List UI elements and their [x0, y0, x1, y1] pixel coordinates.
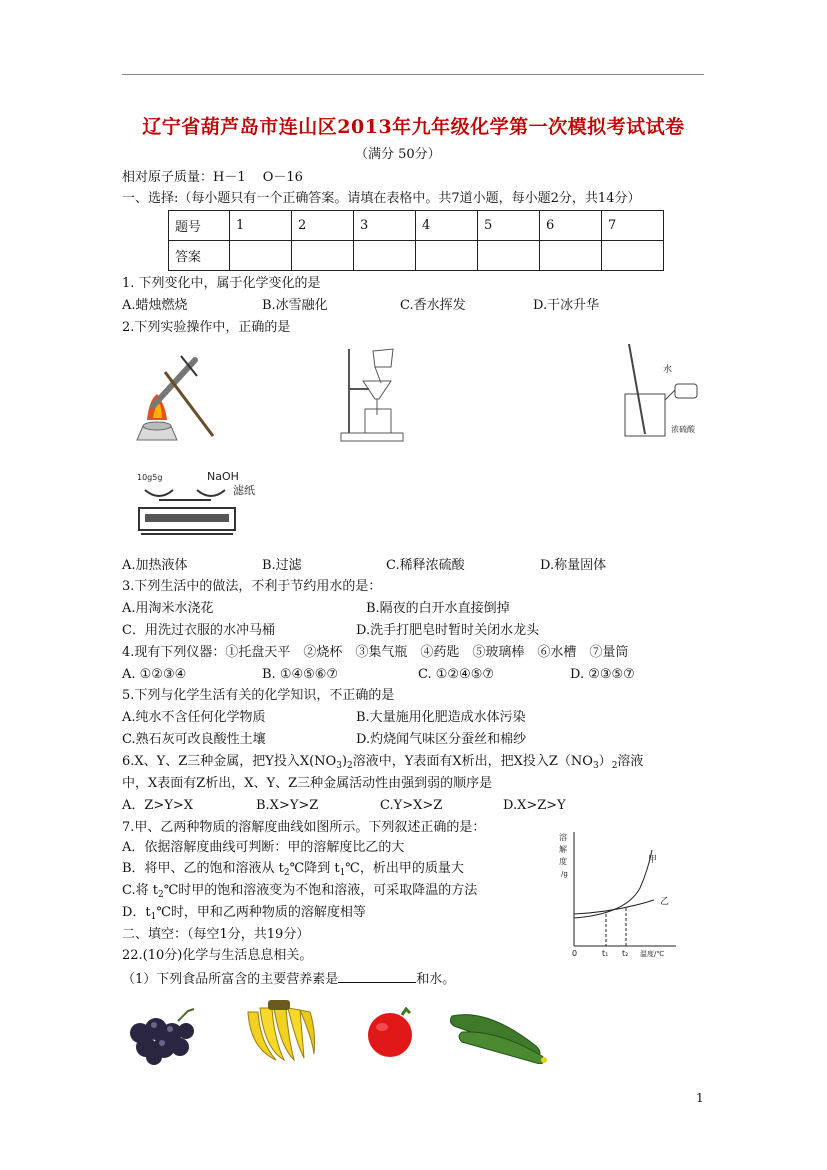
subscript: 1 — [150, 912, 157, 922]
q6-text: 溶液中，Y表面有X析出，把X投入Z（NO — [352, 754, 593, 769]
q22-stem: 22.(10分)化学与生活息息相关。 — [122, 948, 313, 963]
table-cell: 1 — [230, 211, 292, 241]
curve2-label: 乙 — [660, 897, 670, 907]
q6-text: ) — [341, 754, 348, 769]
q1-option-a: A.蜡烛燃烧 — [122, 298, 188, 313]
section1-heading: 一、选择:（每小题只有一个正确答案。请填在表格中。共7道小题，每小题2分，共14分） — [122, 191, 641, 206]
answer-cell[interactable] — [416, 241, 478, 271]
q7-text: B．将甲、乙的饱和溶液从 t — [122, 861, 284, 876]
solubility-curve-figure — [556, 828, 681, 958]
q4-option-c: C. ①②④⑤⑦ — [418, 667, 495, 682]
header-rule — [122, 74, 704, 75]
q3-option-a: A.用淘米水浇花 — [122, 601, 214, 616]
section2-heading: 二、填空：（每空1分，共19分） — [122, 927, 310, 942]
q5-option-c: C.熟石灰可改良酸性土壤 — [122, 732, 266, 747]
full-score: （满分 50分） — [355, 147, 441, 162]
q5-option-a: A.纯水不含任何化学物质 — [122, 710, 266, 725]
q6-option-d: D.X>Z>Y — [503, 798, 566, 813]
q7-option-d — [122, 905, 366, 925]
answer-cell[interactable] — [292, 241, 354, 271]
table-cell: 4 — [416, 211, 478, 241]
q1-option-c: C.香水挥发 — [400, 298, 466, 313]
weights-label: 10g5g — [137, 473, 163, 482]
q2-option-d: D.称量固体 — [540, 558, 607, 573]
x-axis-label: 温度/℃ — [640, 950, 665, 958]
naoh-label: NaOH — [207, 470, 239, 483]
q4-option-a: A. ①②③④ — [122, 667, 187, 682]
t1-label: t₁ — [602, 949, 609, 958]
dilute-acid-figure — [615, 342, 705, 442]
grapes-image — [126, 1003, 198, 1065]
water-label: 水 — [663, 365, 673, 375]
filtration-figure — [335, 345, 410, 445]
q7-text: ℃时，甲和乙两种物质的溶解度相等 — [156, 905, 366, 920]
answer-cell[interactable] — [354, 241, 416, 271]
q7-option-a: A．依据溶解度曲线可判断：甲的溶解度比乙的大 — [122, 840, 405, 855]
curve-yi — [574, 900, 654, 914]
q7-text: ℃，析出甲的质量大 — [345, 861, 464, 876]
q3-stem: 3.下列生活中的做法，不利于节约用水的是： — [122, 579, 382, 594]
q6-option-c: C.Y>X>Z — [380, 798, 443, 813]
q6-line2: 中，X表面有Z析出，X、Y、Z三种金属活动性由强到弱的顺序是 — [122, 776, 493, 791]
q1-option-d: D.干冰升华 — [533, 298, 600, 313]
q7-text: ℃时甲的饱和溶液变为不饱和溶液，可采取降温的方法 — [163, 883, 478, 898]
table-cell: 6 — [540, 211, 602, 241]
answer-table — [168, 210, 664, 271]
q22-text: 和水。 — [416, 972, 456, 987]
q3-option-d: D.洗手打肥皂时暂时关闭水龙头 — [356, 623, 540, 638]
t2-label: t₂ — [622, 949, 629, 958]
q6-option-b: B.X>Y>Z — [256, 798, 319, 813]
page-number: 1 — [696, 1091, 704, 1105]
table-cell: 7 — [602, 211, 664, 241]
q6-text: 6.X、Y、Z三种金属，把Y投入X(NO — [122, 754, 337, 769]
q4-option-d: D. ②③⑤⑦ — [570, 667, 635, 682]
weighing-figure — [135, 468, 295, 540]
q3-option-c: C．用洗过衣服的水冲马桶 — [122, 623, 275, 638]
q7-option-b — [122, 861, 464, 881]
q5-option-b: B.大量施用化肥造成水体污染 — [356, 710, 526, 725]
curve1-label: 甲 — [648, 855, 658, 865]
curve-jia — [574, 850, 652, 918]
subscript: 2 — [611, 761, 618, 771]
q1-stem: 1. 下列变化中，属于化学变化的是 — [122, 276, 321, 291]
table-cell: 5 — [478, 211, 540, 241]
answer-cell[interactable] — [540, 241, 602, 271]
subscript: 2 — [347, 761, 353, 771]
atomic-mass: 相对原子质量：H－1 O－16 — [122, 170, 303, 185]
q7-stem: 7.甲、乙两种物质的溶解度曲线如图所示。下列叙述正确的是： — [122, 820, 486, 835]
subscript: 1 — [339, 868, 346, 878]
y-axis-label: /g — [561, 870, 568, 878]
q7-text: C.将 t — [122, 883, 158, 898]
table-row — [169, 211, 664, 241]
table-row — [169, 241, 664, 271]
cucumbers-image — [448, 1004, 554, 1064]
q3-option-b: B.隔夜的白开水直接倒掉 — [366, 601, 510, 616]
acid-label: 浓硫酸 — [671, 425, 695, 434]
subscript: 3 — [336, 761, 342, 771]
q4-stem: 4.现有下列仪器：①托盘天平 ②烧杯 ③集气瓶 ④药匙 ⑤玻璃棒 ⑥水槽 ⑦量筒 — [122, 645, 629, 660]
subscript: 2 — [157, 890, 164, 900]
table-cell: 答案 — [169, 241, 230, 271]
q6-text: ） — [598, 754, 612, 769]
y-axis-label: 度 — [559, 857, 567, 866]
q22-sub1 — [122, 970, 455, 988]
q7-text: ℃降到 t — [289, 861, 340, 876]
table-cell: 题号 — [169, 211, 230, 241]
tomato-image — [364, 1003, 416, 1061]
answer-cell[interactable] — [602, 241, 664, 271]
q2-option-b: B.过滤 — [262, 558, 302, 573]
q6-option-a: A．Z>Y>X — [122, 798, 194, 813]
subscript: 3 — [592, 761, 599, 771]
q5-stem: 5.下列与化学生活有关的化学知识，不正确的是 — [122, 688, 395, 703]
subscript: 2 — [283, 868, 290, 878]
q6-line1 — [122, 754, 643, 774]
q2-option-c: C.稀释浓硫酸 — [386, 558, 465, 573]
q6-text: 溶液 — [617, 754, 644, 769]
bananas-image — [240, 998, 320, 1066]
page-title: 辽宁省葫芦岛市连山区2013年九年级化学第一次模拟考试试卷 — [142, 116, 685, 138]
q22-text: （1）下列食品所富含的主要营养素是 — [122, 972, 339, 987]
origin-label: 0 — [572, 949, 578, 958]
answer-cell[interactable] — [478, 241, 540, 271]
q5-option-d: D.灼烧闻气味区分蚕丝和棉纱 — [356, 732, 527, 747]
answer-cell[interactable] — [230, 241, 292, 271]
answer-blank[interactable] — [338, 970, 416, 983]
q2-option-a: A.加热液体 — [122, 558, 188, 573]
y-axis-label: 解 — [559, 845, 567, 854]
q2-stem: 2.下列实验操作中，正确的是 — [122, 320, 291, 335]
q7-option-c — [122, 883, 477, 903]
y-axis-label: 溶 — [559, 833, 567, 842]
table-cell: 3 — [354, 211, 416, 241]
q7-text: D．t — [122, 905, 151, 920]
heating-liquid-figure — [125, 348, 220, 443]
paper-label: 滤纸 — [233, 484, 255, 497]
table-cell: 2 — [292, 211, 354, 241]
q1-option-b: B.冰雪融化 — [262, 298, 328, 313]
q4-option-b: B. ①④⑤⑥⑦ — [262, 667, 339, 682]
